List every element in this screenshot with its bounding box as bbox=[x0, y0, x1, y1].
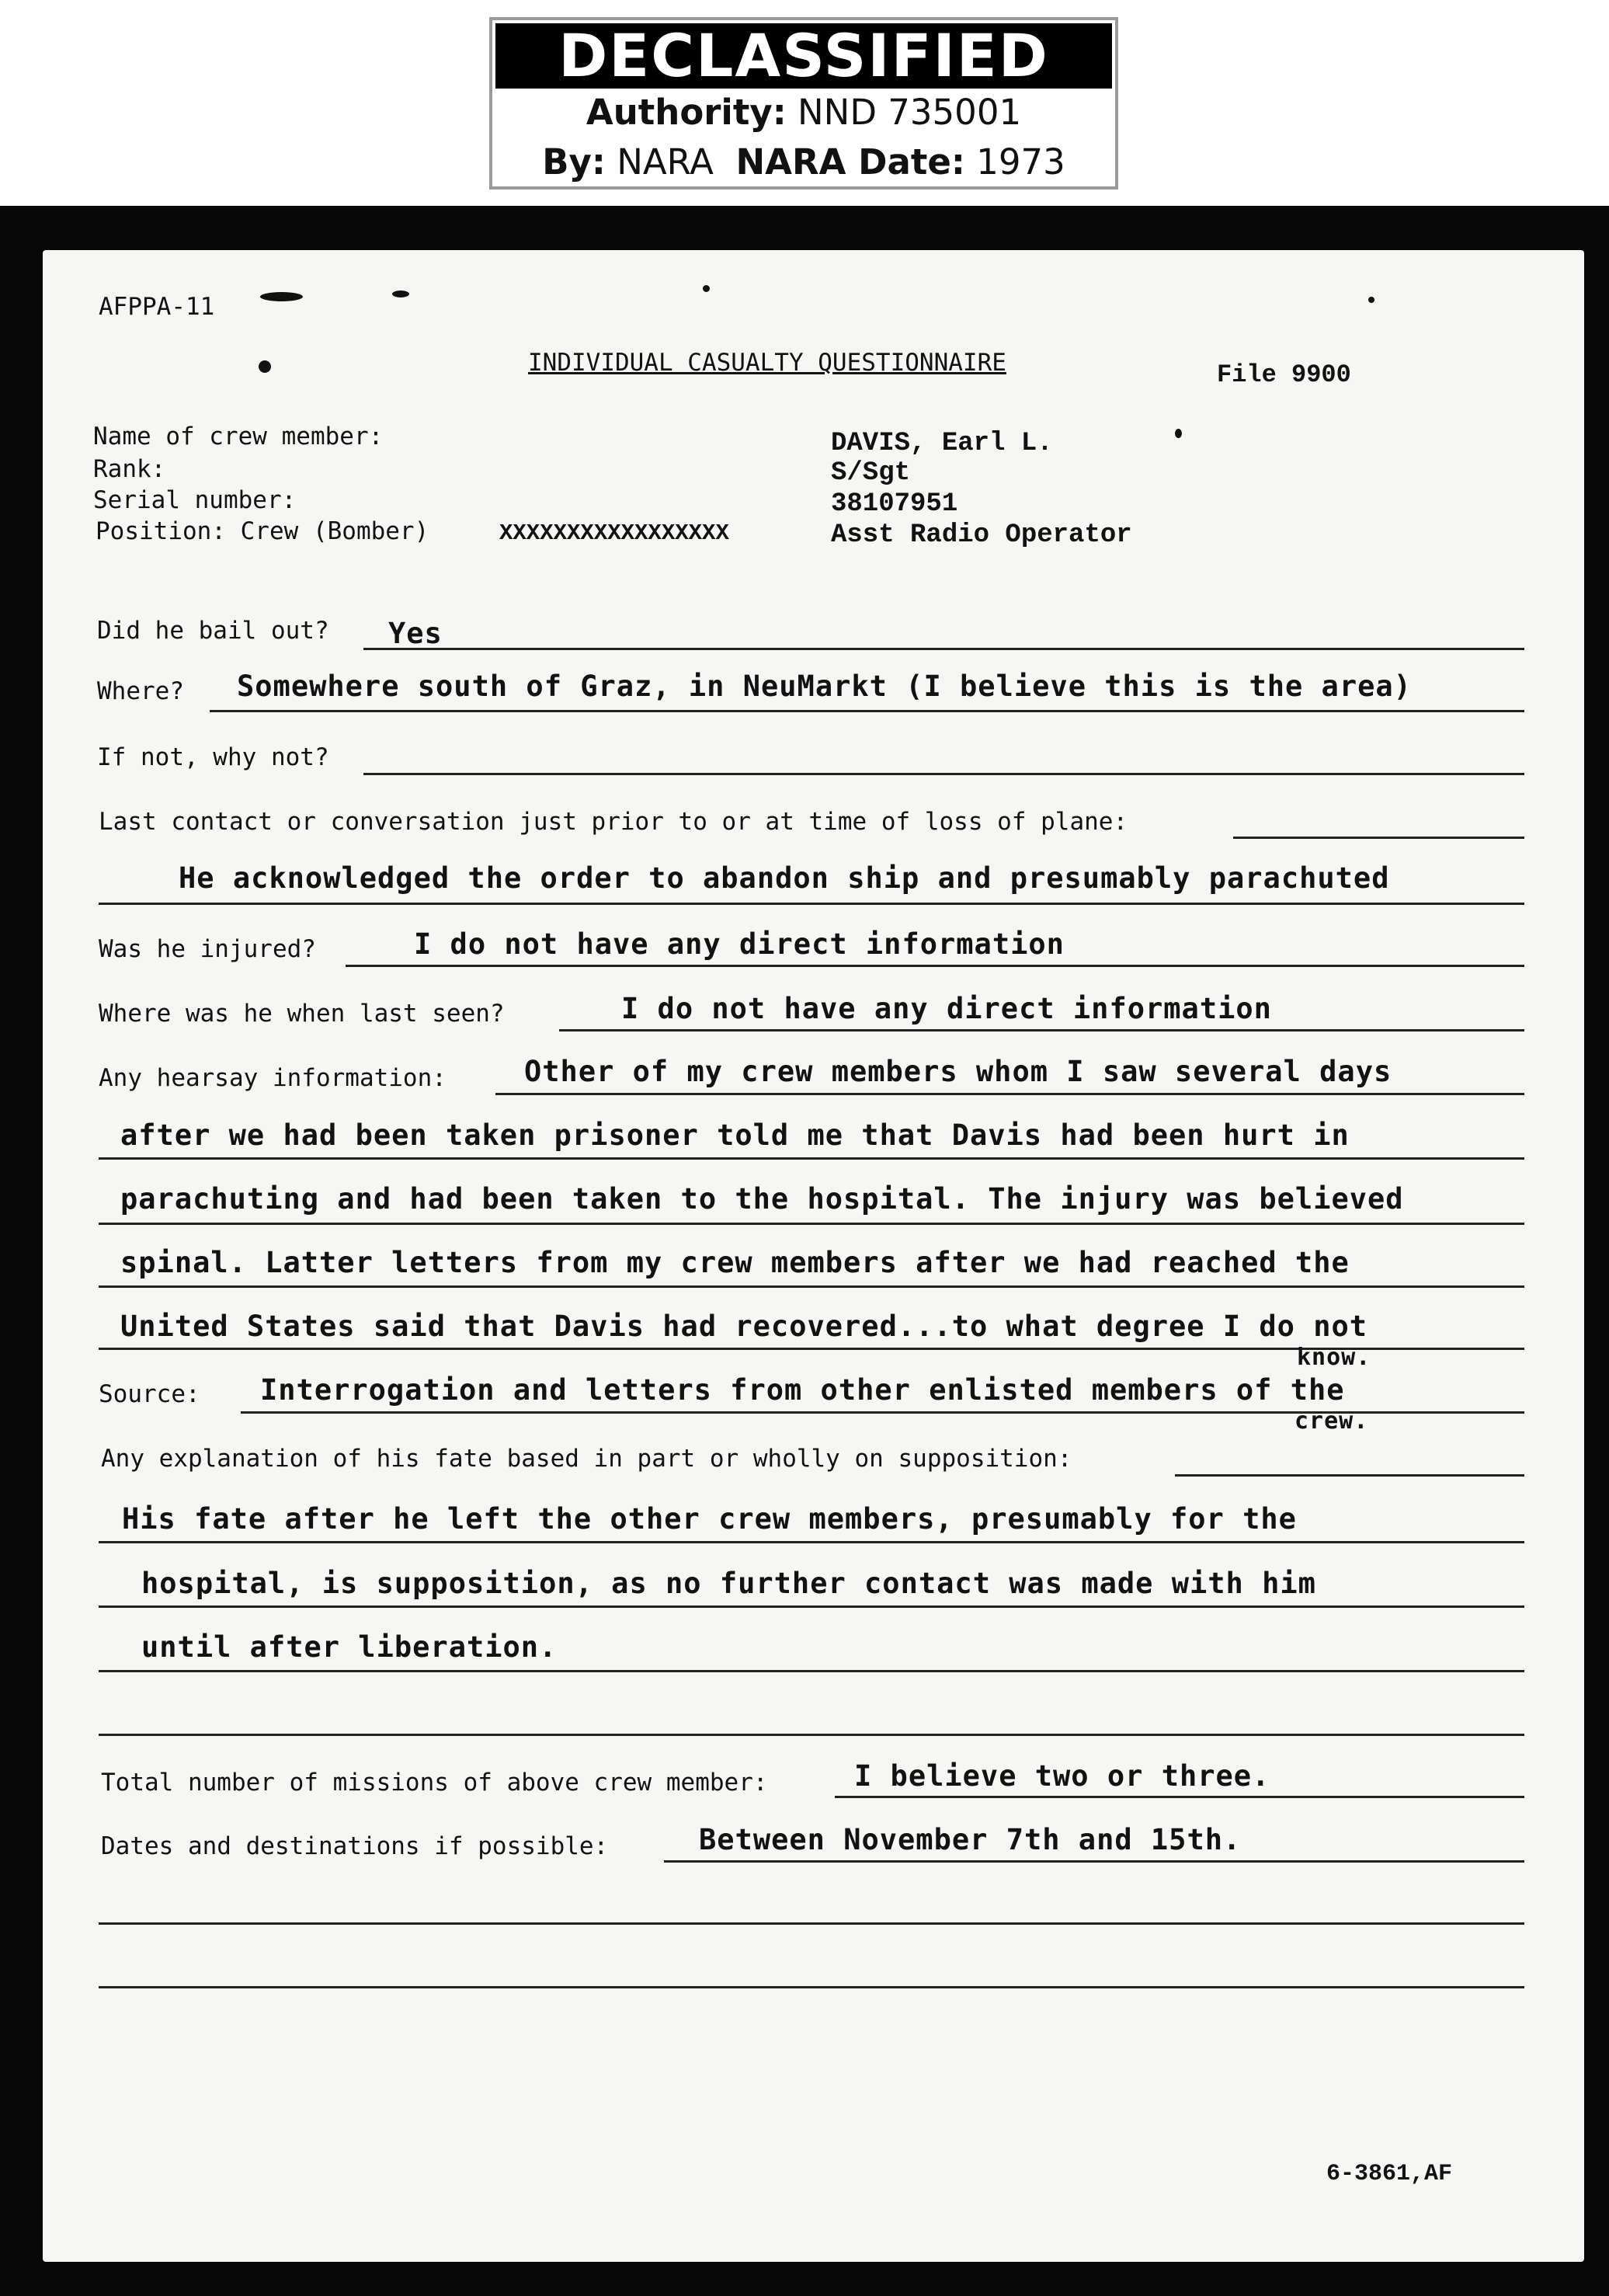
answer-line bbox=[99, 1670, 1524, 1672]
answer-source: Interrogation and letters from other enlisted members of the bbox=[260, 1373, 1345, 1407]
stamp-authority-label: Authority: bbox=[586, 92, 787, 133]
label-source: Source: bbox=[99, 1380, 200, 1408]
hearsay-line: after we had been taken prisoner told me that Davis had been hurt in bbox=[120, 1118, 1350, 1152]
file-number: File 9900 bbox=[1217, 360, 1351, 389]
label-dates: Dates and destinations if possible: bbox=[101, 1832, 609, 1860]
stamp-by-line bbox=[492, 141, 1115, 183]
label-if-not: If not, why not? bbox=[97, 743, 329, 771]
scan-speck bbox=[392, 290, 409, 297]
form-title: INDIVIDUAL CASUALTY QUESTIONNAIRE bbox=[528, 349, 1006, 377]
answer-line bbox=[99, 1157, 1524, 1160]
answer-line bbox=[99, 1285, 1524, 1288]
answer-line bbox=[664, 1860, 1524, 1863]
scan-speck bbox=[259, 360, 271, 373]
label-serial: Serial number: bbox=[93, 486, 297, 514]
label-where: Where? bbox=[97, 677, 184, 705]
hearsay-line: spinal. Latter letters from my crew members after we had reached the bbox=[120, 1246, 1350, 1279]
answer-line bbox=[99, 1734, 1524, 1736]
label-explanation: Any explanation of his fate based in part or wholly on supposition: bbox=[101, 1445, 1072, 1473]
source-overflow: crew. bbox=[1294, 1407, 1369, 1435]
explanation-line: His fate after he left the other crew members, presumably for the bbox=[122, 1502, 1297, 1536]
scan-speck bbox=[703, 285, 710, 292]
answer-line bbox=[99, 1223, 1524, 1225]
answer-bail-out: Yes bbox=[388, 617, 443, 650]
label-missions: Total number of missions of above crew member: bbox=[101, 1769, 768, 1797]
answer-line bbox=[835, 1796, 1524, 1798]
explanation-line: hospital, is supposition, as no further contact was made with him bbox=[141, 1567, 1316, 1600]
answer-line bbox=[363, 773, 1524, 775]
answer-line bbox=[1175, 1474, 1524, 1477]
stamp-authority-line bbox=[492, 92, 1115, 133]
scan-speck bbox=[1368, 297, 1374, 303]
answer-injured: I do not have any direct information bbox=[414, 927, 1065, 961]
stamp-date-value: 1973 bbox=[976, 141, 1065, 183]
answer-line bbox=[99, 1922, 1524, 1925]
label-bail-out: Did he bail out? bbox=[97, 617, 329, 645]
answer-missions: I believe two or three. bbox=[854, 1759, 1270, 1793]
label-position: Position: Crew (Bomber) bbox=[96, 517, 429, 545]
label-last-contact: Last contact or conversation just prior to or at time of loss of plane: bbox=[99, 808, 1128, 836]
answer-line bbox=[210, 710, 1524, 712]
value-rank: S/Sgt bbox=[831, 458, 911, 488]
declassified-stamp bbox=[489, 17, 1118, 190]
label-hearsay: Any hearsay information: bbox=[99, 1064, 447, 1092]
answer-line bbox=[99, 903, 1524, 905]
answer-line bbox=[1233, 837, 1524, 839]
answer-line bbox=[363, 648, 1524, 650]
stamp-by-value: NARA bbox=[617, 141, 714, 183]
answer-dates: Between November 7th and 15th. bbox=[699, 1823, 1242, 1856]
stamp-date-label: NARA Date: bbox=[735, 141, 965, 183]
answer-line bbox=[99, 1986, 1524, 1988]
answer-where: Somewhere south of Graz, in NeuMarkt (I believe this is the area) bbox=[237, 670, 1412, 703]
answer-line bbox=[346, 965, 1524, 967]
label-crew-name: Name of crew member: bbox=[93, 423, 384, 451]
label-last-seen: Where was he when last seen? bbox=[99, 1000, 505, 1028]
struck-position-text: XXXXXXXXXXXXXXXXX bbox=[499, 520, 729, 546]
value-serial: 38107951 bbox=[831, 489, 958, 519]
answer-line bbox=[99, 1605, 1524, 1608]
answer-last-seen: I do not have any direct information bbox=[621, 992, 1272, 1025]
label-rank: Rank: bbox=[93, 455, 166, 483]
answer-line bbox=[495, 1093, 1524, 1095]
form-code: AFPPA-11 bbox=[99, 293, 215, 321]
answer-line bbox=[99, 1541, 1524, 1543]
hearsay-line: United States said that Davis had recovered...to what degree I do not bbox=[120, 1310, 1368, 1343]
explanation-line: until after liberation. bbox=[141, 1630, 558, 1664]
document-page bbox=[43, 250, 1584, 2262]
scan-speck bbox=[260, 292, 303, 301]
value-crew-name: DAVIS, Earl L. bbox=[831, 429, 1053, 458]
stamp-authority-value: NND 735001 bbox=[798, 92, 1022, 133]
answer-last-contact: He acknowledged the order to abandon ship and presumably parachuted bbox=[179, 861, 1390, 895]
hearsay-overflow: know. bbox=[1297, 1344, 1371, 1371]
label-injured: Was he injured? bbox=[99, 935, 316, 963]
scan-speck bbox=[1175, 429, 1182, 438]
footer-form-code: 6-3861,AF bbox=[1326, 2161, 1453, 2187]
stamp-title: DECLASSIFIED bbox=[495, 23, 1112, 89]
hearsay-line: Other of my crew members whom I saw several days bbox=[524, 1055, 1392, 1088]
hearsay-line: parachuting and had been taken to the hospital. The injury was believed bbox=[120, 1182, 1404, 1216]
stamp-by-label: By: bbox=[542, 141, 606, 183]
value-position: Asst Radio Operator bbox=[831, 520, 1132, 550]
answer-line bbox=[559, 1029, 1524, 1031]
